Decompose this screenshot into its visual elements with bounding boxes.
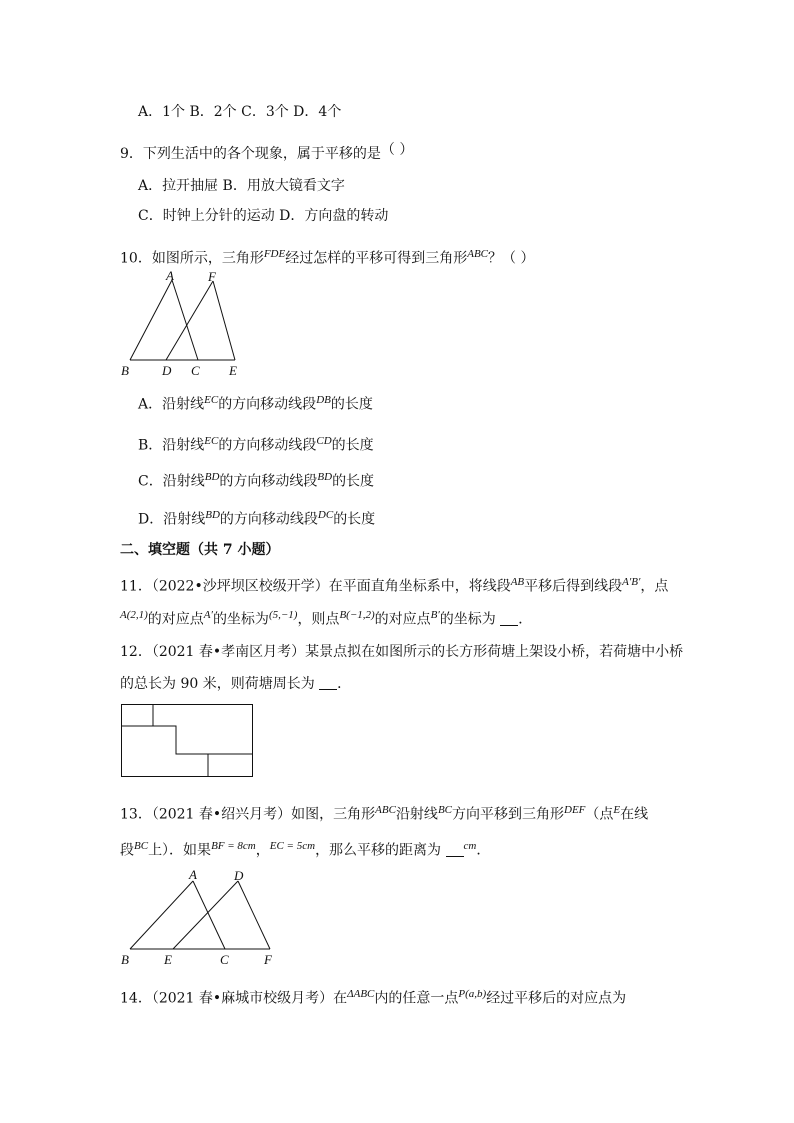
q10-option-c-pre: C．沿射线	[138, 473, 205, 490]
q14-pab: P(a,b)	[458, 988, 487, 1000]
q10-option-b	[138, 431, 374, 456]
q13-bc2: BC	[134, 840, 149, 852]
q10-option-c-post: 的长度	[332, 473, 375, 490]
q10-option-b-pre: B．沿射线	[138, 437, 205, 454]
q13-bc: BC	[437, 804, 452, 816]
q14-pre: 14．（2021 春•麻城市校级月考）在	[120, 990, 348, 1007]
q10-prefix: 10．如图所示，三角形	[120, 250, 264, 267]
q11-line1	[120, 572, 668, 597]
q11-c5m1: (5,−1)	[268, 609, 298, 621]
q11-ab: AB	[510, 576, 525, 588]
q10-abc: ABC	[467, 248, 488, 260]
q13-l2-a: 段	[120, 842, 134, 859]
q9-stem	[120, 140, 413, 164]
q14-post: 经过平移后的对应点为	[486, 990, 627, 1007]
q10-label-e: E	[229, 363, 237, 378]
q12-line1: 12．（2021 春•孝南区月考）某景点拟在如图所示的长方形荷塘上架设小桥，若荷塘中小桥	[120, 644, 684, 660]
q11-l2-c: ，则点	[297, 611, 340, 628]
q10-option-c-ray: BD	[204, 471, 220, 483]
q10-option-c-seg: BD	[317, 471, 333, 483]
q11-l1-post: ，点	[640, 578, 669, 595]
q10-label-f: F	[208, 269, 216, 284]
q11-bm12: B(−1,2)	[339, 609, 375, 621]
q10-label-d: D	[162, 363, 172, 378]
q13-l1-c: （点	[585, 806, 614, 823]
q14-tri: ΔABC	[347, 988, 375, 1000]
q13-label-c: C	[220, 952, 229, 967]
q13-l1-pre: 13．（2021 春•绍兴月考）如图，三角形	[120, 806, 376, 823]
q10-option-b-ray: EC	[204, 435, 219, 447]
q13-bf: BF = 8cm	[211, 840, 256, 852]
q10-option-a-post: 的长度	[330, 396, 373, 413]
q9-options-cd: C．时钟上分针的运动 D．方向盘的转动	[138, 208, 389, 224]
q13-answer-blank[interactable]	[446, 842, 464, 857]
q13-l2-b: 上）．如果	[148, 842, 212, 859]
q10-option-a-seg: DB	[316, 394, 331, 406]
q13-l2-end: ．	[476, 842, 491, 859]
section-title: 二、填空题（共 7 小题）	[120, 542, 280, 558]
q13-label-d: D	[234, 868, 244, 883]
q13-l1-a: 沿射线	[395, 806, 438, 823]
q11-l2-b: 的坐标为	[212, 611, 269, 628]
q12-figure	[120, 703, 256, 779]
q9-answer-paren: （ ）	[380, 142, 414, 158]
q10-option-b-mid: 的方向移动线段	[218, 437, 317, 454]
q10-label-c: C	[191, 363, 200, 378]
q10-option-c	[138, 467, 374, 492]
q13-cm: cm	[463, 840, 477, 852]
q10-option-d-mid: 的方向移动线段	[219, 511, 318, 528]
q13-label-f: F	[264, 952, 272, 967]
q11-bp: B′	[430, 609, 440, 621]
q10-label-a: A	[166, 268, 174, 283]
q13-abc: ABC	[375, 804, 396, 816]
q11-l2-end: ．	[518, 611, 533, 628]
q8-options: A．1个 B．2个 C．3个 D．4个	[138, 104, 342, 120]
q13-e: E	[613, 804, 621, 816]
q13-label-e: E	[164, 952, 172, 967]
q10-fde: FDE	[263, 248, 286, 260]
q9-options-ab: A．拉开抽屉 B．用放大镜看文字	[138, 178, 345, 194]
q13-label-a: A	[189, 867, 197, 882]
q11-l1-pre: 11．（2022•沙坪坝区校级开学）在平面直角坐标系中，将线段	[120, 578, 511, 595]
q10-option-d	[138, 505, 375, 530]
q12-l2-text: 的总长为 90 米，则荷塘周长为	[120, 676, 315, 692]
q13-figure	[118, 866, 284, 970]
q11-l1-mid: 平移后得到线段	[524, 578, 623, 595]
q10-suffix: ？（ ）	[488, 250, 535, 267]
q10-figure	[118, 268, 258, 380]
q11-ap: A′	[203, 609, 213, 621]
q10-option-d-pre: D．沿射线	[138, 511, 206, 528]
q10-mid: 经过怎样的平移可得到三角形	[285, 250, 468, 267]
q13-label-b: B	[121, 952, 129, 967]
q13-line2	[120, 836, 490, 861]
q13-l1-d: 在线	[620, 806, 649, 823]
q13-line1	[120, 800, 648, 825]
q14-mid: 内的任意一点	[374, 990, 459, 1007]
q12-l2-end: ．	[337, 676, 352, 692]
q11-answer-blank[interactable]	[500, 611, 518, 626]
q11-line2	[120, 605, 532, 630]
q10-option-c-mid: 的方向移动线段	[219, 473, 318, 490]
q13-l1-b: 方向平移到三角形	[452, 806, 564, 823]
q13-l2-c: ，	[255, 842, 270, 859]
q10-option-d-seg: DC	[317, 509, 334, 521]
q11-a21: A(2,1)	[120, 609, 148, 621]
q10-option-b-seg: CD	[316, 435, 332, 447]
q11-l2-e: 的坐标为	[439, 611, 496, 628]
q13-l2-d: ，那么平移的距离为	[315, 842, 442, 859]
q10-option-a-pre: A．沿射线	[138, 396, 205, 413]
q14-line1	[120, 984, 626, 1009]
q10-option-d-ray: BD	[205, 509, 220, 521]
q11-l2-d: 的对应点	[374, 611, 431, 628]
q13-ec: EC = 5cm	[269, 840, 316, 852]
q11-apbp: A′B′	[622, 576, 641, 588]
q13-def: DEF	[564, 804, 586, 816]
q10-option-a-ray: EC	[204, 394, 219, 406]
q10-option-a	[138, 390, 373, 415]
q10-label-b: B	[121, 363, 129, 378]
q10-stem	[120, 244, 534, 269]
q11-l2-a: 的对应点	[147, 611, 204, 628]
q12-answer-blank[interactable]	[319, 675, 337, 690]
q10-option-d-post: 的长度	[333, 511, 376, 528]
q9-stem-text: 9．下列生活中的各个现象，属于平移的是	[120, 146, 381, 162]
q12-line2	[120, 674, 351, 694]
q10-option-a-mid: 的方向移动线段	[218, 396, 317, 413]
q10-option-b-post: 的长度	[331, 437, 374, 454]
